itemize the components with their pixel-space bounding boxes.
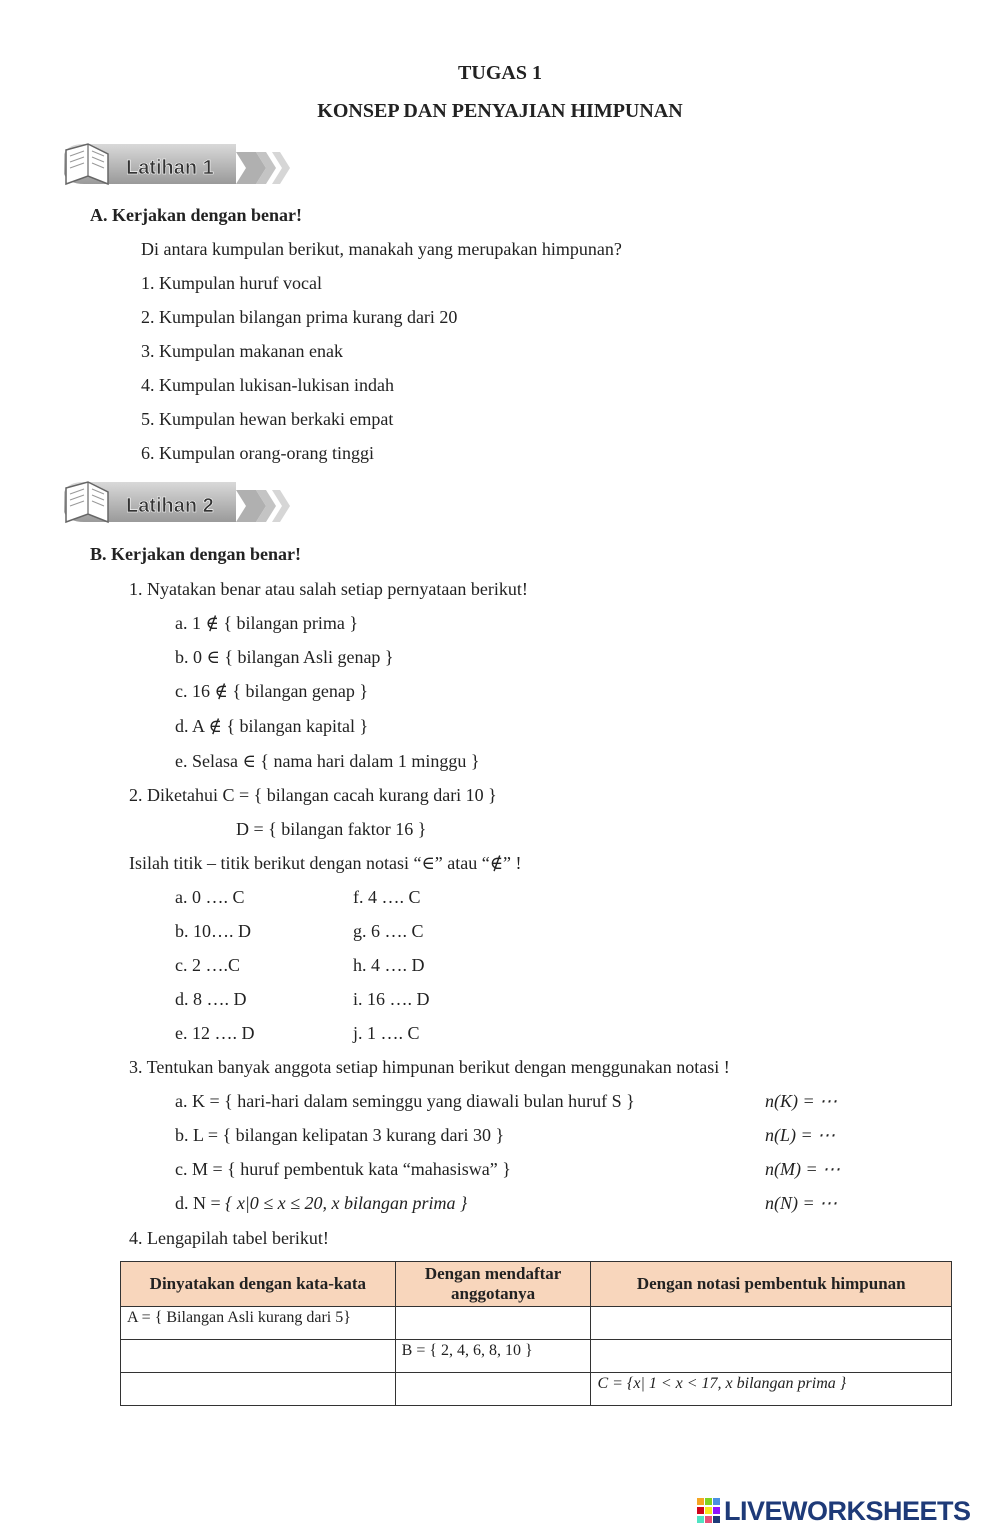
table-cell-input[interactable] — [121, 1340, 396, 1373]
q2-item: f. 4 …. C — [353, 887, 421, 907]
section-a-question: Di antara kumpulan berikut, manakah yang merupakan himpunan? — [141, 239, 622, 259]
q2-line-2: D = { bilangan faktor 16 } — [236, 819, 427, 839]
q3-answer: n(L) = ⋯ — [765, 1125, 836, 1145]
q2-item: b. 10…. D — [175, 921, 251, 941]
table-row — [121, 1307, 952, 1340]
q2-item: a. 0 …. C — [175, 887, 245, 907]
table-cell: C = {x| 1 < x < 17, x bilangan prima } — [591, 1373, 952, 1406]
table-row — [121, 1340, 952, 1373]
table-cell-input[interactable] — [395, 1373, 591, 1406]
q3-answer: n(M) = ⋯ — [765, 1159, 841, 1179]
q3-item-math: { x|0 ≤ x ≤ 20, x bilangan prima } — [225, 1193, 468, 1213]
latihan-1-banner — [60, 140, 300, 200]
table-row — [121, 1373, 952, 1406]
q2-item: c. 2 ….C — [175, 955, 240, 975]
table-cell: A = { Bilangan Asli kurang dari 5} — [121, 1307, 396, 1340]
table-cell-input[interactable] — [591, 1307, 952, 1340]
latihan-2-label: Latihan 2 — [126, 495, 214, 517]
q2-line-1: 2. Diketahui C = { bilangan cacah kurang dari 10 } — [129, 785, 497, 805]
q3-answer: n(N) = ⋯ — [765, 1193, 838, 1213]
q1-item: a. 1 ∉ { bilangan prima } — [175, 613, 359, 633]
q1-item: c. 16 ∉ { bilangan genap } — [175, 681, 369, 701]
table-cell: B = { 2, 4, 6, 8, 10 } — [395, 1340, 591, 1373]
q2-instruction: Isilah titik – titik berikut dengan notasi “∈” atau “∉” ! — [129, 853, 522, 873]
liveworksheets-logo-icon — [697, 1498, 721, 1524]
q1-item: e. Selasa ∈ { nama hari dalam 1 minggu } — [175, 751, 480, 771]
q2-item: h. 4 …. D — [353, 955, 425, 975]
liveworksheets-logo-text: LIVEWORKSHEETS — [724, 1495, 971, 1526]
q3-item-prefix: d. N = — [175, 1193, 226, 1213]
q2-item: d. 8 …. D — [175, 989, 247, 1009]
table-cell-input[interactable] — [395, 1307, 591, 1340]
q1-prompt: 1. Nyatakan benar atau salah setiap pernyataan berikut! — [129, 579, 528, 599]
q3-item: b. L = { bilangan kelipatan 3 kurang dari 30 } — [175, 1125, 505, 1145]
q2-item: g. 6 …. C — [353, 921, 424, 941]
list-item: 3. Kumpulan makanan enak — [141, 341, 343, 361]
q3-item: c. M = { huruf pembentuk kata “mahasiswa” } — [175, 1159, 511, 1179]
list-item: 1. Kumpulan huruf vocal — [141, 273, 322, 293]
page-title: TUGAS 1 — [458, 62, 542, 84]
table-header-row — [121, 1262, 952, 1307]
table-cell-input[interactable] — [121, 1373, 396, 1406]
q2-item: i. 16 …. D — [353, 989, 430, 1009]
q3-item: a. K = { hari-hari dalam seminggu yang diawali bulan huruf S } — [175, 1091, 635, 1111]
answer-table — [120, 1261, 952, 1406]
list-item: 6. Kumpulan orang-orang tinggi — [141, 443, 374, 463]
q3-item — [175, 1193, 467, 1214]
section-b-heading: B. Kerjakan dengan benar! — [90, 544, 302, 564]
page-subtitle: KONSEP DAN PENYAJIAN HIMPUNAN — [317, 100, 683, 122]
q3-answer: n(K) = ⋯ — [765, 1091, 838, 1111]
table-header: Dinyatakan dengan kata-kata — [121, 1262, 396, 1307]
list-item: 2. Kumpulan bilangan prima kurang dari 20 — [141, 307, 458, 327]
table-header: Dengan mendaftar anggotanya — [395, 1262, 591, 1307]
section-a-heading: A. Kerjakan dengan benar! — [90, 205, 303, 225]
list-item: 4. Kumpulan lukisan-lukisan indah — [141, 375, 394, 395]
table-cell-input[interactable] — [591, 1340, 952, 1373]
q4-prompt: 4. Lengapilah tabel berikut! — [129, 1228, 329, 1248]
list-item: 5. Kumpulan hewan berkaki empat — [141, 409, 394, 429]
table-header: Dengan notasi pembentuk himpunan — [591, 1262, 952, 1307]
q1-item: d. A ∉ { bilangan kapital } — [175, 716, 369, 736]
q3-prompt: 3. Tentukan banyak anggota setiap himpunan berikut dengan menggunakan notasi ! — [129, 1057, 730, 1077]
q1-item: b. 0 ∈ { bilangan Asli genap } — [175, 647, 394, 667]
latihan-2-banner — [60, 478, 300, 538]
latihan-1-label: Latihan 1 — [126, 157, 214, 179]
liveworksheets-logo — [697, 1496, 971, 1526]
q2-item: e. 12 …. D — [175, 1023, 255, 1043]
q2-item: j. 1 …. C — [353, 1023, 420, 1043]
